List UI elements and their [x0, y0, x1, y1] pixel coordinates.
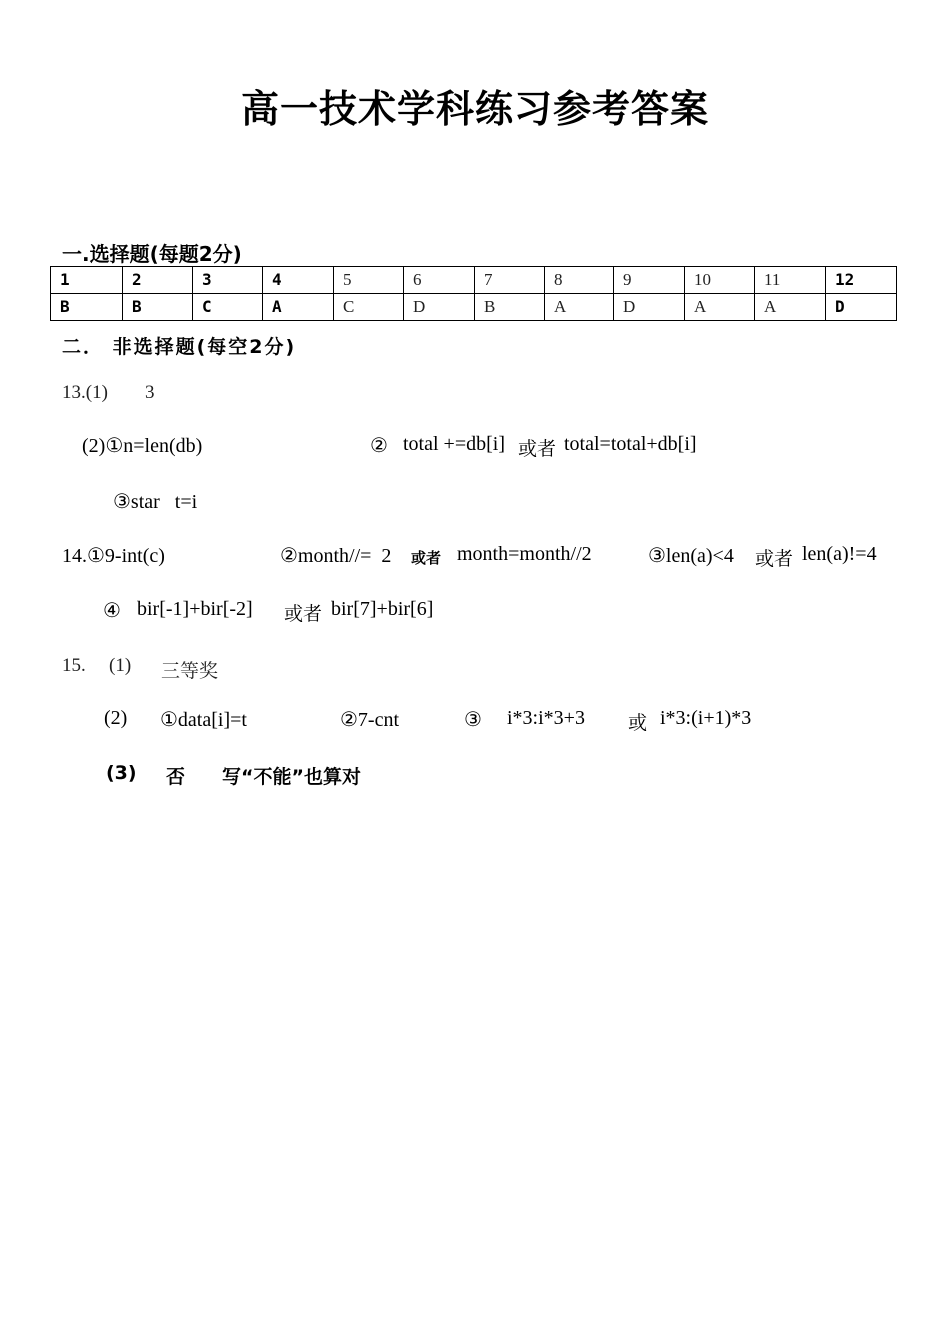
q13-blank2-mark: ② [370, 435, 388, 457]
question-number-cell: 1 [51, 267, 123, 294]
question-number-cell: 4 [263, 267, 334, 294]
question-number-cell: 7 [475, 267, 545, 294]
q15-part3-answer: 否 [166, 766, 186, 788]
q15-part1-label: (1) [109, 655, 132, 676]
answer-cell: B [51, 294, 123, 321]
q14-blank3-answer-b: len(a)!=4 [802, 543, 877, 565]
section-1-heading: 一.选择题(每题2分) [62, 242, 242, 266]
question-number-cell: 10 [685, 267, 755, 294]
q13-blank2-answer-b: total=total+db[i] [564, 433, 697, 455]
question-number-cell: 8 [545, 267, 614, 294]
q14-blank4-answer-b: bir[7]+bir[6] [331, 598, 434, 620]
q14-blank2-answer-a: ②month//= 2 [280, 545, 392, 567]
q14-blank1: 14.①9-int(c) [62, 545, 165, 567]
answer-row [51, 294, 897, 321]
answer-table [50, 266, 897, 321]
page-title: 高一技术学科练习参考答案 [240, 87, 709, 131]
q13-blank3: ③star t=i [113, 491, 198, 513]
q15-part1-answer: 三等奖 [161, 660, 219, 682]
question-number-cell: 5 [334, 267, 404, 294]
answer-cell: D [614, 294, 685, 321]
q13-part2-blank1: (2)①n=len(db) [82, 435, 203, 457]
q15-blank3-answer-b: i*3:(i+1)*3 [660, 707, 752, 729]
answer-cell: A [755, 294, 826, 321]
answer-cell: C [334, 294, 404, 321]
answer-cell: A [545, 294, 614, 321]
q14-blank3-or: 或者 [755, 548, 794, 570]
q15-part2-label: (2) [104, 707, 128, 729]
q15-blank3-mark: ③ [464, 709, 482, 731]
question-number-cell: 11 [755, 267, 826, 294]
q15-blank3-answer-a: i*3:i*3+3 [507, 707, 585, 729]
section-2-heading: 二． 非选择题(每空2分) [62, 336, 297, 358]
answer-cell: A [685, 294, 755, 321]
answer-cell: B [123, 294, 193, 321]
question-number-cell: 2 [123, 267, 193, 294]
q13-part1-answer: 3 [145, 382, 155, 403]
q13-part1-label: 13.(1) [62, 382, 108, 403]
answer-cell: D [404, 294, 475, 321]
question-number-cell: 3 [193, 267, 263, 294]
q14-blank4-or: 或者 [284, 603, 323, 625]
question-number-cell: 12 [826, 267, 897, 294]
q13-blank2-answer-a: total +=db[i] [403, 433, 505, 455]
answer-cell: B [475, 294, 545, 321]
q13-blank2-or: 或者 [518, 438, 557, 460]
q15-part3-label: (3) [106, 762, 137, 784]
q15-blank1: ①data[i]=t [160, 709, 247, 731]
q15-label: 15. [62, 655, 86, 676]
question-number-row [51, 267, 897, 294]
q14-blank3-answer-a: ③len(a)<4 [648, 545, 734, 567]
question-number-cell: 9 [614, 267, 685, 294]
q14-blank4-mark: ④ [103, 600, 121, 622]
q15-blank3-or: 或 [628, 712, 648, 734]
answer-cell: D [826, 294, 897, 321]
q14-blank2-answer-b: month=month//2 [457, 543, 592, 565]
q15-part3-note: 写“不能”也算对 [222, 766, 361, 788]
answer-cell: A [263, 294, 334, 321]
question-number-cell: 6 [404, 267, 475, 294]
answer-cell: C [193, 294, 263, 321]
q14-blank4-answer-a: bir[-1]+bir[-2] [137, 598, 253, 620]
q15-blank2: ②7-cnt [340, 709, 400, 731]
q14-blank2-or: 或者 [411, 549, 442, 567]
